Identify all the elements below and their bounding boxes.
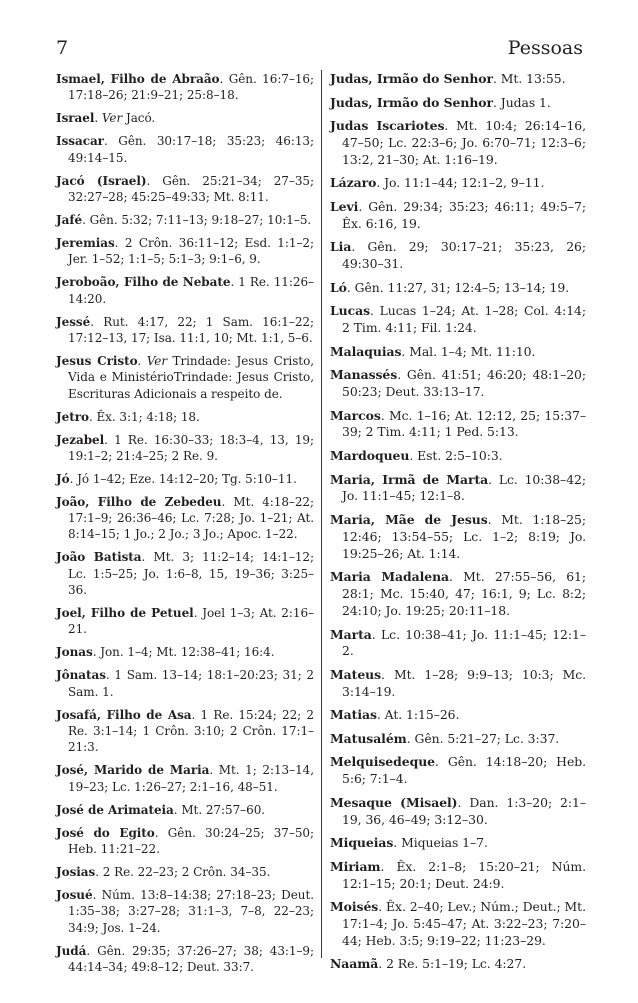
entry-name: Malaquias xyxy=(330,343,402,359)
index-entry: Marta. Lc. 10:38–41; Jo. 11:1–45; 12:1–2. xyxy=(330,626,586,659)
entry-name: Maria Madalena xyxy=(330,569,450,585)
entry-references: 2 Re. 5:1–19; Lc. 4:27. xyxy=(386,956,527,972)
index-entry: João, Filho de Zebedeu. Mt. 4:18–22; 17:1–9; 26:36–46; Lc. 7:28; Jo. 1–21; At. 8:14–15; 1 Jo.; 2 Jo.; 3 Jo.; Apoc. 1–22. xyxy=(56,494,315,542)
entry-name: Levi xyxy=(330,198,359,214)
entry-name: Ismael, Filho de Abraão xyxy=(56,72,220,86)
entry-name: Judá xyxy=(56,943,87,958)
entry-name: Miriam xyxy=(330,858,381,874)
entry-name: Jacó (Israel) xyxy=(56,173,147,188)
index-entry: Jônatas. 1 Sam. 13–14; 18:1–20:23; 31; 2 Sam. 1. xyxy=(56,668,315,699)
entry-references: Êx. 2:1–8; 15:20–21; Núm. 12:1–15; 20:1; Deut. 24:9. xyxy=(342,858,586,891)
entry-name: João, Filho de Zebedeu xyxy=(56,494,222,509)
index-entry: Issacar. Gên. 30:17–18; 35:23; 46:13; 49:14–15. xyxy=(56,134,315,165)
index-entry: Marcos. Mc. 1–16; At. 12:12, 25; 15:37–39; 2 Tim. 4:11; 1 Ped. 5:13. xyxy=(330,407,587,440)
index-entry: José de Arimateia. Mt. 27:57–60. xyxy=(56,802,266,817)
entry-references: Gên. 29; 30:17–21; 35:23, 26; 49:30–31. xyxy=(342,239,587,272)
index-entry: Jessé. Rut. 4:17, 22; 1 Sam. 16:1–22; 17:12–13, 17; Isa. 11:1, 10; Mt. 1:1, 5–6. xyxy=(56,314,315,345)
entry-references: Joel 1–3; At. 2:16–21. xyxy=(68,606,314,637)
entry-references: Gên. 41:51; 46:20; 48:1–20; 50:23; Deut. 33:13–17. xyxy=(342,367,587,400)
entry-references: Miqueias 1–7. xyxy=(401,835,488,851)
index-entry: Lia. Gên. 29; 30:17–21; 35:23, 26; 49:30–31. xyxy=(330,239,587,272)
entry-name: Judas, Irmão do Senhor xyxy=(330,71,493,86)
entry-references: At. 1:15–26. xyxy=(384,707,460,723)
entry-references: 1 Re. 15:24; 22; 2 Re. 3:1–14; 1 Crôn. 3:10; 2 Crôn. 17:1–21:3. xyxy=(68,707,314,755)
index-entry: Matias. At. 1:15–26. xyxy=(330,707,460,723)
entry-name: Matias xyxy=(330,707,377,723)
entry-references: Êx. 2–40; Lev.; Núm.; Deut.; Mt. 17:1–4; Jo. 5:45–47; At. 3:22–23; 7:20–44; Heb. 3:5; 9:19–22; 11:23–29. xyxy=(342,899,586,948)
index-entry: Matusalém. Gên. 5:21–27; Lc. 3:37. xyxy=(330,730,560,746)
entry-references: Gên. 29:34; 35:23; 46:11; 49:5–7; Êx. 6:16, 19. xyxy=(342,198,586,231)
see-reference-label: Ver xyxy=(101,111,123,126)
index-entry: Jesus Cristo. Ver Trindade: Jesus Cristo, Vida e MinistérioTrindade: Jesus Cristo, Escrituras Adicionais a respeito de. xyxy=(56,353,315,401)
entry-references: Gên. 5:21–27; Lc. 3:37. xyxy=(414,730,560,746)
entry-name: Jafé xyxy=(56,212,83,227)
entry-references: Lc. 10:38–41; Jo. 11:1–45; 12:1–2. xyxy=(342,626,586,659)
entry-name: Matusalém xyxy=(330,730,407,746)
entry-references: Mt. 10:4; 26:14–16, 47–50; Lc. 22:3–6; Jo. 6:70–71; 12:3–6; 13:2, 21–30; At. 1:16–19. xyxy=(342,118,587,167)
index-entry: Jó. Jó 1–42; Eze. 14:12–20; Tg. 5:10–11. xyxy=(56,471,297,486)
entry-references: Mt. 13:55. xyxy=(500,71,566,86)
entry-references: Judas 1. xyxy=(500,94,551,110)
index-entry: Ló. Gên. 11:27, 31; 12:4–5; 13–14; 19. xyxy=(330,279,570,295)
entry-name: João Batista xyxy=(56,550,142,565)
entry-name: Jônatas xyxy=(56,668,106,683)
index-entry: Levi. Gên. 29:34; 35:23; 46:11; 49:5–7; Êx. 6:16, 19. xyxy=(330,198,586,231)
index-entry: José do Egito. Gên. 30:24–25; 37–50; Heb. 11:21–22. xyxy=(56,825,314,856)
entry-references: Lucas 1–24; At. 1–28; Col. 4:14; 2 Tim. 4:11; Fil. 1:24. xyxy=(342,303,587,336)
index-entry: Judas, Irmão do Senhor. Judas 1. xyxy=(330,94,551,110)
entry-references: Jó 1–42; Eze. 14:12–20; Tg. 5:10–11. xyxy=(77,471,297,486)
entry-references: Mt. 1–28; 9:9–13; 10:3; Mc. 3:14–19. xyxy=(342,666,587,699)
index-entry: Jeroboão, Filho de Nebate. 1 Re. 11:26–14:20. xyxy=(56,275,314,306)
entry-name: Mateus xyxy=(330,666,382,682)
entry-name: Lia xyxy=(330,239,352,255)
index-entry: Manassés. Gên. 41:51; 46:20; 48:1–20; 50:23; Deut. 33:13–17. xyxy=(330,367,587,400)
index-entry: Moisés. Êx. 2–40; Lev.; Núm.; Deut.; Mt. 17:1–4; Jo. 5:45–47; At. 3:22–23; 7:20–44; Heb. 3:5; 9:19–22; 11:23–29. xyxy=(330,899,586,948)
index-column-left xyxy=(56,71,314,982)
entry-references: Gên. 30:17–18; 35:23; 46:13; 49:14–15. xyxy=(68,134,315,165)
entry-name: Moisés xyxy=(330,899,379,915)
entry-references: Trindade: Jesus Cristo, Vida e MinistérioTrindade: Jesus Cristo, Escrituras Adicionais a respeito de. xyxy=(68,353,315,401)
entry-name: Jessé xyxy=(56,314,91,329)
entry-references: Lc. 10:38–42; Jo. 11:1–45; 12:1–8. xyxy=(342,471,586,504)
entry-name: Marta xyxy=(330,626,372,642)
entry-references: Jon. 1–4; Mt. 12:38–41; 16:4. xyxy=(100,645,275,660)
entry-name: José de Arimateia xyxy=(56,802,174,817)
index-entry: Judas, Irmão do Senhor. Mt. 13:55. xyxy=(330,71,566,86)
entry-references: 1 Re. 16:30–33; 18:3–4, 13, 19; 19:1–2; 21:4–25; 2 Re. 9. xyxy=(68,432,314,463)
entry-name: Jó xyxy=(56,471,70,486)
column-divider xyxy=(321,70,322,958)
entry-references: Gên. 5:32; 7:11–13; 9:18–27; 10:1–5. xyxy=(89,212,312,227)
entry-references: Gên. 11:27, 31; 12:4–5; 13–14; 19. xyxy=(354,279,570,295)
index-entry: Lucas. Lucas 1–24; At. 1–28; Col. 4:14; 2 Tim. 4:11; Fil. 1:24. xyxy=(330,303,587,336)
entry-references: Mt. 27:55–56, 61; 28:1; Mc. 15:40, 47; 16:1, 9; Lc. 8:2; 24:10; Jo. 19:25; 20:11–18. xyxy=(342,569,587,618)
entry-name: Miqueias xyxy=(330,835,394,851)
entry-name: Judas, Irmão do Senhor xyxy=(330,94,493,110)
entry-references: Mt. 1; 2:13–14, 19–23; Lc. 1:26–27; 2:1–16, 48–51. xyxy=(68,763,315,794)
entry-name: José do Egito xyxy=(56,825,155,840)
index-entry: Maria, Irmã de Marta. Lc. 10:38–42; Jo. 11:1–45; 12:1–8. xyxy=(330,471,586,504)
entry-name: Judas Iscariotes xyxy=(330,118,445,134)
entry-name: Mesaque (Misael) xyxy=(330,794,458,810)
entry-references: Gên. 14:18–20; Heb. 5:6; 7:1–4. xyxy=(342,754,586,787)
entry-references: Dan. 1:3–20; 2:1–19, 36, 46–49; 3:12–30. xyxy=(342,794,586,827)
entry-name: Josué xyxy=(56,887,93,902)
entry-references: Gên. 16:7–16; 17:18–26; 21:9–21; 25:8–18. xyxy=(68,72,315,103)
entry-references: Rut. 4:17, 22; 1 Sam. 16:1–22; 17:12–13, 17; Isa. 11:1, 10; Mt. 1:1, 5–6. xyxy=(68,314,315,345)
entry-references: Mal. 1–4; Mt. 11:10. xyxy=(409,343,536,359)
entry-references: Mc. 1–16; At. 12:12, 25; 15:37–39; 2 Tim. 4:11; 1 Ped. 5:13. xyxy=(342,407,587,440)
entry-name: Jeremias xyxy=(56,235,115,250)
entry-name: Marcos xyxy=(330,407,381,423)
entry-name: José, Marido de Maria xyxy=(56,763,210,778)
index-entry: Jafé. Gên. 5:32; 7:11–13; 9:18–27; 10:1–5. xyxy=(56,212,312,227)
entry-name: Jonas xyxy=(56,645,93,660)
entry-references: Mt. 4:18–22; 17:1–9; 26:36–46; Lc. 7:28; Jo. 1–21; At. 8:14–15; 1 Jo.; 2 Jo.; 3 Jo.; Apoc. 1–22. xyxy=(68,494,315,542)
entry-references: Est. 2:5–10:3. xyxy=(417,448,503,464)
index-entry: Josias. 2 Re. 22–23; 2 Crôn. 34–35. xyxy=(56,864,271,879)
index-entry: Jezabel. 1 Re. 16:30–33; 18:3–4, 13, 19; 19:1–2; 21:4–25; 2 Re. 9. xyxy=(56,432,314,463)
entry-name: Maria, Irmã de Marta xyxy=(330,471,489,487)
index-entry: Judá. Gên. 29:35; 37:26–27; 38; 43:1–9; 44:14–34; 49:8–12; Deut. 33:7. xyxy=(56,943,315,974)
entry-references: Êx. 3:1; 4:18; 18. xyxy=(96,409,200,424)
index-entry: Josafá, Filho de Asa. 1 Re. 15:24; 22; 2 Re. 3:1–14; 1 Crôn. 3:10; 2 Crôn. 17:1–21:3. xyxy=(56,707,314,755)
index-entry: Joel, Filho de Petuel. Joel 1–3; At. 2:16–21. xyxy=(56,606,314,637)
entry-name: Joel, Filho de Petuel xyxy=(56,606,194,621)
index-entry: Lázaro. Jo. 11:1–44; 12:1–2, 9–11. xyxy=(330,175,545,191)
entry-name: Ló xyxy=(330,279,347,295)
entry-references: Jacó. xyxy=(125,111,156,126)
entry-name: Melquisedeque xyxy=(330,754,435,770)
entry-references: Mt. 3; 11:2–14; 14:1–12; Lc. 1:5–25; Jo. 1:6–8, 15, 19–36; 3:25–36. xyxy=(68,550,314,598)
entry-references: 1 Sam. 13–14; 18:1–20:23; 31; 2 Sam. 1. xyxy=(68,668,315,699)
entry-name: Jezabel xyxy=(56,432,105,447)
index-entry: Jonas. Jon. 1–4; Mt. 12:38–41; 16:4. xyxy=(56,645,275,660)
entry-references: Núm. 13:8–14:38; 27:18–23; Deut. 1:35–38; 3:27–28; 31:1–3, 7–8, 22–23; 34:9; Jos. 1–24. xyxy=(68,887,315,935)
entry-references: 2 Crôn. 36:11–12; Esd. 1:1–2; Jer. 1–52; 1:1–5; 5:1–3; 9:1–6, 9. xyxy=(68,235,314,267)
index-entry: Melquisedeque. Gên. 14:18–20; Heb. 5:6; 7:1–4. xyxy=(330,754,586,787)
index-entry: Judas Iscariotes. Mt. 10:4; 26:14–16, 47–50; Lc. 22:3–6; Jo. 6:70–71; 12:3–6; 13:2, 21–30; At. 1:16–19. xyxy=(330,118,587,167)
entry-name: Josias xyxy=(56,864,96,879)
index-entry: Israel. Ver Jacó. xyxy=(56,111,156,126)
section-title: Pessoas xyxy=(507,37,583,59)
index-entry: Maria Madalena. Mt. 27:55–56, 61; 28:1; Mc. 15:40, 47; 16:1, 9; Lc. 8:2; 24:10; Jo. 19:25; 20:11–18. xyxy=(330,569,587,618)
entry-references: Mt. 1:18–25; 12:46; 13:54–55; Lc. 1–2; 8:19; Jo. 19:25–26; At. 1:14. xyxy=(342,511,587,561)
index-entry: Naamã. 2 Re. 5:1–19; Lc. 4:27. xyxy=(330,956,527,972)
index-entry: José, Marido de Maria. Mt. 1; 2:13–14, 19–23; Lc. 1:26–27; 2:1–16, 48–51. xyxy=(56,763,315,794)
entry-name: Issacar xyxy=(56,134,104,149)
index-entry: Malaquias. Mal. 1–4; Mt. 11:10. xyxy=(330,343,536,359)
entry-name: Maria, Mãe de Jesus xyxy=(330,511,488,527)
entry-references: Gên. 30:24–25; 37–50; Heb. 11:21–22. xyxy=(68,825,314,856)
entry-name: Israel xyxy=(56,111,95,126)
index-entry: Mesaque (Misael). Dan. 1:3–20; 2:1–19, 36, 46–49; 3:12–30. xyxy=(330,794,586,827)
page-number: 7 xyxy=(56,37,69,59)
entry-name: Lázaro xyxy=(330,175,377,191)
see-reference-label: Ver xyxy=(146,353,168,368)
index-entry: Ismael, Filho de Abraão. Gên. 16:7–16; 17:18–26; 21:9–21; 25:8–18. xyxy=(56,72,315,103)
entry-references: Mt. 27:57–60. xyxy=(181,802,266,817)
index-entry: João Batista. Mt. 3; 11:2–14; 14:1–12; Lc. 1:5–25; Jo. 1:6–8, 15, 19–36; 3:25–36. xyxy=(56,550,314,598)
index-entry: Miriam. Êx. 2:1–8; 15:20–21; Núm. 12:1–15; 20:1; Deut. 24:9. xyxy=(330,858,586,891)
entry-name: Jeroboão, Filho de Nebate xyxy=(56,275,231,290)
entry-name: Naamã xyxy=(330,956,379,972)
index-entry: Miqueias. Miqueias 1–7. xyxy=(330,835,488,851)
entry-references: Jo. 11:1–44; 12:1–2, 9–11. xyxy=(384,175,545,191)
index-entry: Mateus. Mt. 1–28; 9:9–13; 10:3; Mc. 3:14–19. xyxy=(330,666,587,699)
entry-references: Gên. 25:21–34; 27–35; 32:27–28; 45:25–49:33; Mt. 8:11. xyxy=(68,173,314,204)
entry-references: 1 Re. 11:26–14:20. xyxy=(68,275,314,306)
index-entry: Maria, Mãe de Jesus. Mt. 1:18–25; 12:46; 13:54–55; Lc. 1–2; 8:19; Jo. 19:25–26; At. 1:14. xyxy=(330,511,587,561)
index-entry: Josué. Núm. 13:8–14:38; 27:18–23; Deut. 1:35–38; 3:27–28; 31:1–3, 7–8, 22–23; 34:9; Jos. 1–24. xyxy=(56,887,315,935)
index-entry: Jetro. Êx. 3:1; 4:18; 18. xyxy=(56,409,200,424)
entry-name: Lucas xyxy=(330,303,371,319)
index-entry: Jeremias. 2 Crôn. 36:11–12; Esd. 1:1–2; Jer. 1–52; 1:1–5; 5:1–3; 9:1–6, 9. xyxy=(56,235,314,267)
entry-name: Manassés xyxy=(330,367,398,383)
entry-name: Jetro xyxy=(56,409,89,424)
entry-references: 2 Re. 22–23; 2 Crôn. 34–35. xyxy=(102,864,271,879)
index-column-right xyxy=(330,71,586,980)
entry-name: Jesus Cristo xyxy=(56,353,138,368)
entry-name: Mardoqueu xyxy=(330,448,410,464)
index-entry: Mardoqueu. Est. 2:5–10:3. xyxy=(330,448,503,464)
entry-name: Josafá, Filho de Asa xyxy=(56,707,192,722)
index-entry: Jacó (Israel). Gên. 25:21–34; 27–35; 32:27–28; 45:25–49:33; Mt. 8:11. xyxy=(56,173,314,204)
entry-references: Gên. 29:35; 37:26–27; 38; 43:1–9; 44:14–34; 49:8–12; Deut. 33:7. xyxy=(68,943,315,974)
